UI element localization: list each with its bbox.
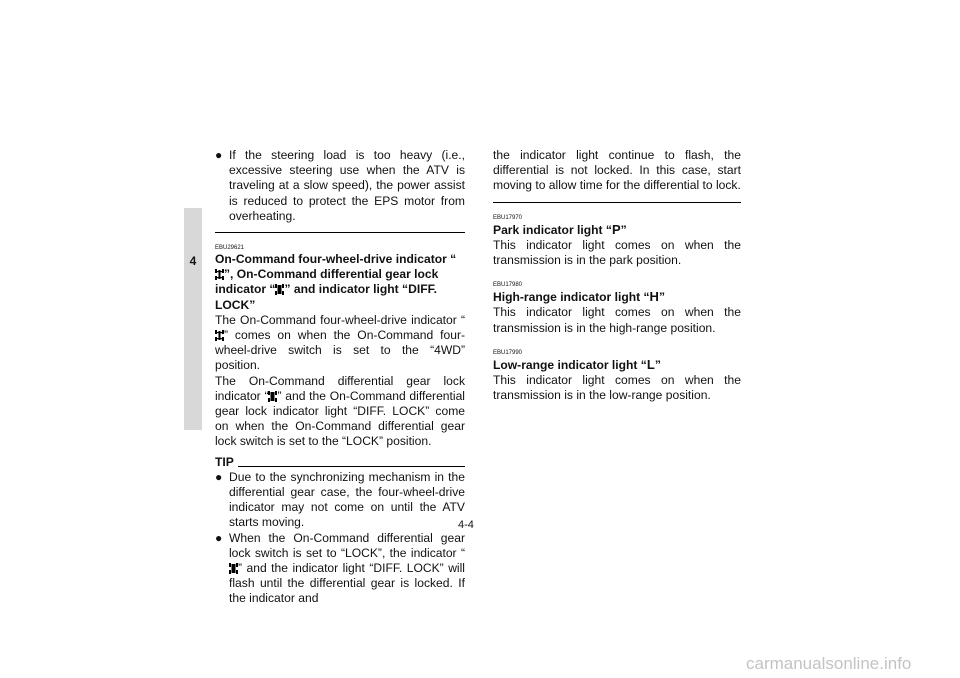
para-4wd: The On-Command four-wheel-drive indicator “” comes on when the On-Command four-wheel-drive switch is set to the “4WD” position. bbox=[215, 312, 465, 373]
para-low: This indicator light comes on when the transmission is in the low-range position. bbox=[493, 373, 741, 403]
high-range-icon: H bbox=[649, 289, 659, 305]
low-range-icon: L bbox=[646, 356, 655, 372]
bullet-icon: ● bbox=[215, 530, 223, 545]
section-heading-4wd: On-Command four-wheel-drive indicator “”, On-Command differential gear lock indicator “ ” and indicator light “DIFF. LOCK” bbox=[215, 252, 457, 312]
park-icon: P bbox=[611, 221, 621, 237]
section-code: EBU17980 bbox=[493, 282, 523, 289]
watermark: carmanualsonline.info bbox=[746, 654, 912, 673]
left-column bbox=[215, 148, 465, 607]
section-heading-park: Park indicator light “P” bbox=[493, 221, 627, 237]
four-wheel-drive-icon bbox=[215, 269, 224, 280]
divider bbox=[215, 232, 465, 233]
tip-text: When the On-Command differential gear lock switch is set to “LOCK”, the indicator “” and the indicator light “DIFF. LOCK” will flash until the differential gear is locked. If the indicator and bbox=[229, 530, 465, 606]
section-code: EBU17990 bbox=[493, 349, 523, 356]
bullet-text: If the steering load is too heavy (i.e., excessive steering use when the ATV is traveling at a slow speed), the power assist is reduced to protect the EPS motor from overheating. bbox=[229, 148, 465, 223]
bullet-icon: ● bbox=[215, 469, 223, 484]
section-code: EBU17970 bbox=[493, 214, 523, 221]
right-column bbox=[493, 148, 741, 403]
tip-text: Due to the synchronizing mechanism in the differential gear case, the four-wheel-drive indicator may not come on until the ATV starts moving. bbox=[229, 469, 465, 530]
para-park: This indicator light comes on when the transmission is in the park position. bbox=[493, 237, 741, 268]
page-number: 4-4 bbox=[458, 519, 474, 531]
para-high: This indicator light comes on when the transmission is in the high-range position. bbox=[493, 305, 741, 335]
para-diff-lock: The On-Command differential gear lock indicator “ ” and the On-Command differential gear lock indicator light “DIFF. LOCK” come on when the On-Command differential gear lock switch is set to the “LOCK” position. bbox=[215, 373, 465, 449]
section-code: EBU29621 bbox=[215, 245, 245, 252]
tip-header: TIP bbox=[215, 455, 465, 470]
chapter-number: 4 bbox=[189, 254, 197, 268]
chapter-tab bbox=[184, 208, 202, 430]
continued-text: the indicator light continue to flash, the differential is not locked. In this case, start moving to allow time for the differential to lock. bbox=[493, 148, 741, 193]
tip-item bbox=[215, 470, 465, 531]
tip-item bbox=[215, 531, 465, 607]
section-heading-low: Low-range indicator light “L” bbox=[493, 356, 661, 372]
bullet-icon: ● bbox=[215, 148, 223, 162]
section-heading-high: High-range indicator light “H” bbox=[493, 289, 665, 305]
bullet-item bbox=[215, 148, 465, 224]
diff-lock-icon bbox=[229, 563, 238, 574]
divider bbox=[493, 202, 741, 203]
four-wheel-drive-icon bbox=[215, 330, 224, 341]
